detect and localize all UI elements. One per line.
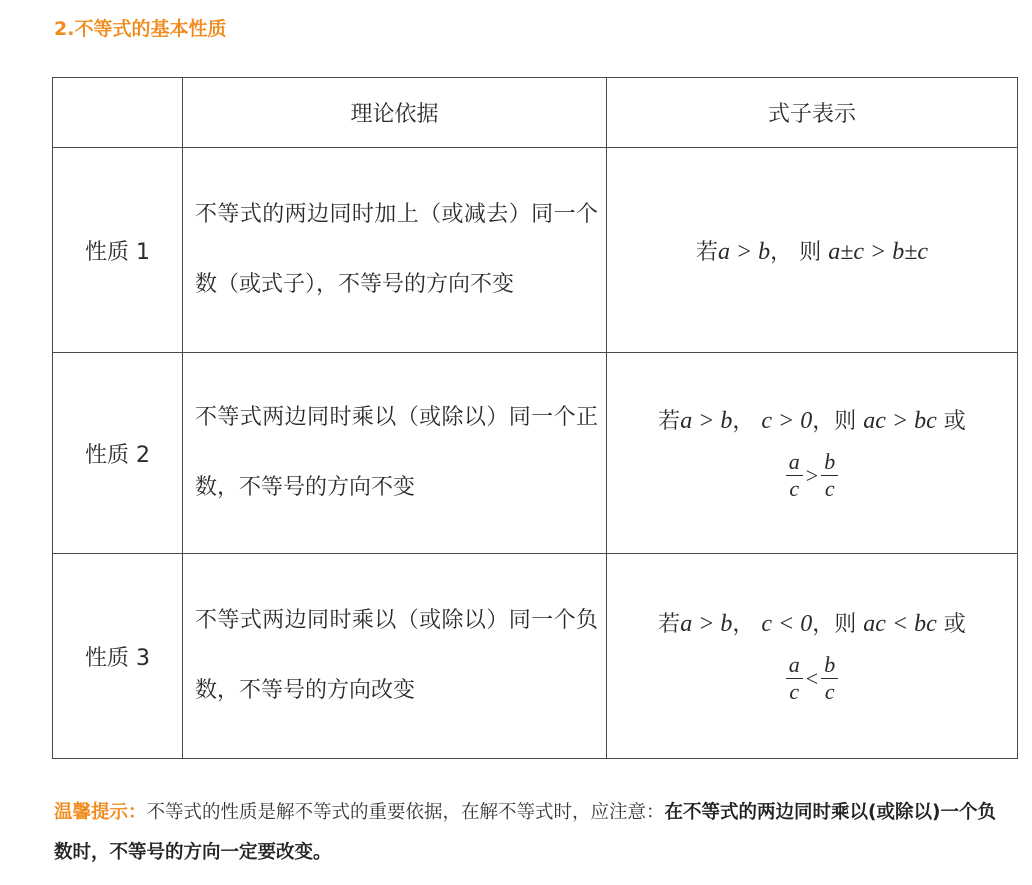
table-row xyxy=(53,554,1018,759)
fraction-right xyxy=(821,652,838,705)
fraction-right xyxy=(821,449,838,502)
property-formula xyxy=(607,353,1018,554)
formula-then: 则 xyxy=(834,612,857,637)
property-name: 性质 2 xyxy=(53,353,183,554)
property-basis: 不等式两边同时乘以（或除以）同一个负数，不等号的方向改变 xyxy=(183,554,607,759)
formula-prefix: 若 xyxy=(658,612,681,637)
header-empty-cell xyxy=(53,78,183,148)
formula-result: ac < bc xyxy=(863,611,937,637)
fraction-denominator: c xyxy=(824,679,835,704)
tip-label: 温馨提示： xyxy=(54,802,147,823)
formula-separator: ， xyxy=(732,612,755,637)
tip-emphasis: 在不等式的两边同时乘以(或除以)一个负数时，不等号的方向一定要改变。 xyxy=(54,802,996,863)
formula-condition: a > b xyxy=(717,238,771,265)
table-row xyxy=(53,148,1018,353)
formula-or: 或 xyxy=(943,409,966,434)
header-formula: 式子表示 xyxy=(607,78,1018,148)
property-name: 性质 1 xyxy=(53,148,183,353)
property-formula xyxy=(607,148,1018,353)
formula-prefix: 若 xyxy=(695,239,718,265)
formula-or: 或 xyxy=(943,612,966,637)
formula-separator: ， xyxy=(770,239,793,265)
formula-condition-2: c < 0 xyxy=(761,611,813,637)
fraction-denominator: c xyxy=(789,476,800,501)
tip-paragraph xyxy=(54,793,1014,873)
fraction-operator: < xyxy=(805,665,819,691)
fraction-left xyxy=(786,449,803,502)
formula-separator: ， xyxy=(812,612,835,637)
fraction-inequality xyxy=(786,449,838,502)
fraction-denominator: c xyxy=(824,476,835,501)
tip-text: 不等式的性质是解不等式的重要依据，在解不等式时，应注意： xyxy=(146,802,665,823)
section-title: 2.不等式的基本性质 xyxy=(54,18,227,40)
fraction-inequality xyxy=(786,652,838,705)
property-formula xyxy=(607,554,1018,759)
properties-table xyxy=(52,77,1018,759)
fraction-operator: > xyxy=(805,462,819,488)
fraction-numerator: a xyxy=(786,652,803,679)
formula-then: 则 xyxy=(799,239,822,265)
fraction-numerator: b xyxy=(821,652,838,679)
formula-separator: ， xyxy=(732,409,755,434)
property-basis: 不等式两边同时乘以（或除以）同一个正数，不等号的方向不变 xyxy=(183,353,607,554)
fraction-numerator: a xyxy=(786,449,803,476)
fraction-left xyxy=(786,652,803,705)
formula-prefix: 若 xyxy=(658,409,681,434)
formula-condition: a > b xyxy=(680,611,733,637)
fraction-denominator: c xyxy=(789,679,800,704)
property-basis: 不等式的两边同时加上（或减去）同一个数（或式子），不等号的方向不变 xyxy=(183,148,607,353)
table-row xyxy=(53,353,1018,554)
fraction-numerator: b xyxy=(821,449,838,476)
formula-result: ac > bc xyxy=(863,408,937,434)
property-name: 性质 3 xyxy=(53,554,183,759)
formula-then: 则 xyxy=(834,409,857,434)
table-header-row xyxy=(53,78,1018,148)
formula-condition-2: c > 0 xyxy=(761,408,813,434)
formula-condition: a > b xyxy=(680,408,733,434)
header-basis: 理论依据 xyxy=(183,78,607,148)
formula-separator: ， xyxy=(812,409,835,434)
formula-result: a±c > b±c xyxy=(828,238,929,265)
